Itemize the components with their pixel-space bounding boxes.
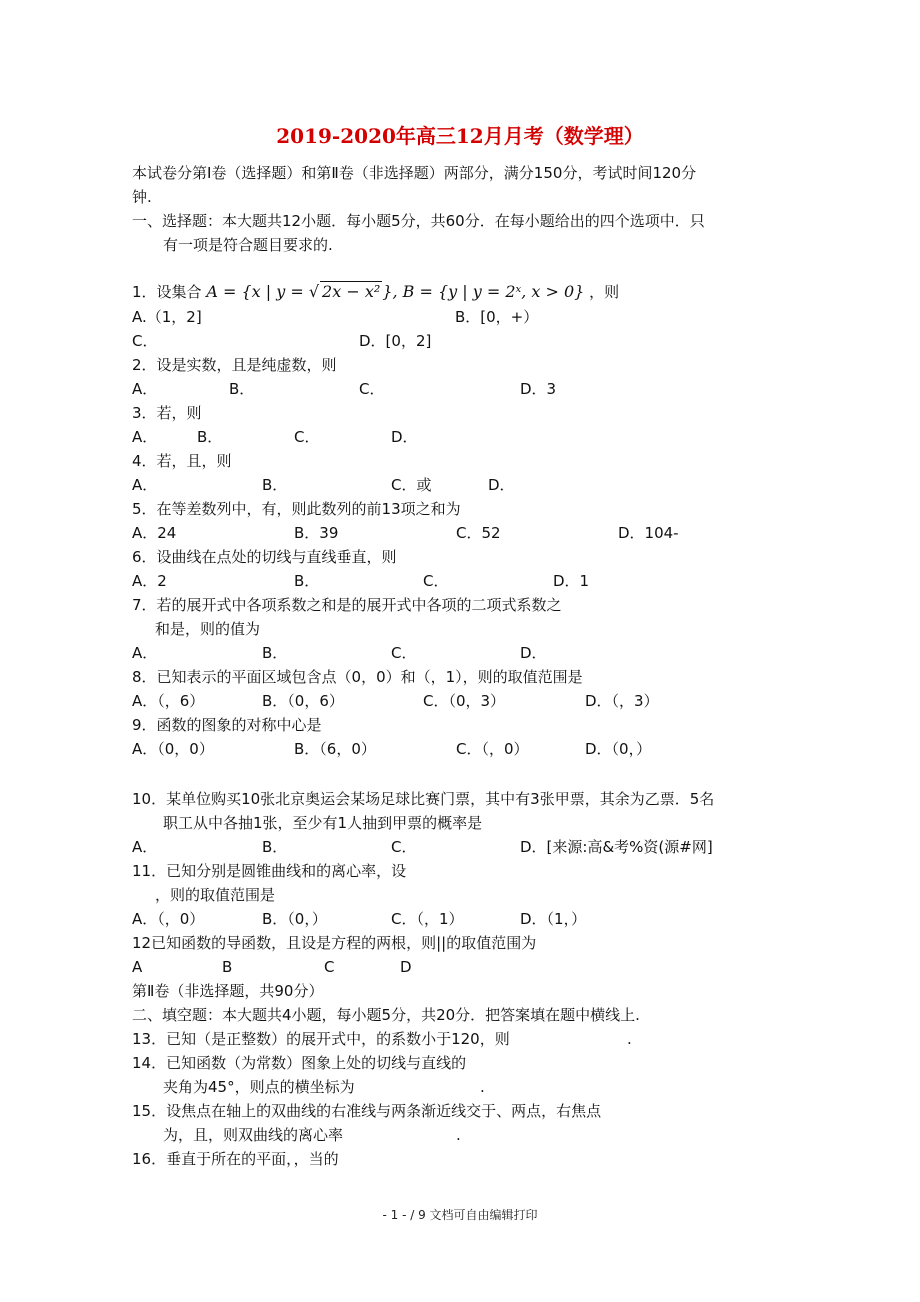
sqrt-symbol: √ bbox=[308, 282, 320, 301]
text-line: . bbox=[627, 1030, 632, 1048]
text-line: A.（1，2] bbox=[132, 308, 202, 326]
text-line: 3．若，则 bbox=[132, 404, 202, 422]
text-line: B．（0，） bbox=[262, 910, 327, 928]
text-line: B．（6，0） bbox=[294, 740, 376, 758]
text-line: 15．设焦点在轴上的双曲线的右准线与两条渐近线交于、两点，右焦点 bbox=[132, 1102, 602, 1120]
text-line: A bbox=[132, 958, 143, 976]
text-line: C．（0，3） bbox=[423, 692, 506, 710]
text-line: D．（1，） bbox=[520, 910, 587, 928]
set-b-formula: }, B = {y | y = 2ˣ, x > 0} bbox=[382, 282, 585, 301]
text-line: D bbox=[400, 958, 412, 976]
text-line: B． bbox=[262, 476, 288, 494]
text-line: B．[0，+） bbox=[455, 308, 539, 326]
text-line: 13．已知（是正整数）的展开式中，的系数小于120，则 bbox=[132, 1030, 510, 1048]
text-line: . bbox=[480, 1078, 485, 1096]
text-line: D．1 bbox=[553, 572, 590, 590]
text-line: A． bbox=[132, 380, 158, 398]
text-line: A． bbox=[132, 644, 158, 662]
text-line: C．（，0） bbox=[456, 740, 529, 758]
text-line: D．3 bbox=[520, 380, 557, 398]
page-footer: - 1 - / 9 文档可自由编辑打印 bbox=[382, 1208, 538, 1222]
text-line: B． bbox=[197, 428, 223, 446]
text-line: B． bbox=[229, 380, 255, 398]
text-line: 有一项是符合题目要求的. bbox=[163, 236, 333, 254]
text-line: 8．已知表示的平面区域包含点（0，0）和（，1），则的取值范围是 bbox=[132, 668, 583, 686]
text-line: A．2 bbox=[132, 572, 167, 590]
text-line: C．52 bbox=[456, 524, 501, 542]
text-line: C bbox=[324, 958, 335, 976]
text-line: 为，且，则双曲线的离心率 bbox=[163, 1126, 344, 1144]
text-line: C．或 bbox=[391, 476, 432, 494]
page-title: 2019-2020年高三12月月考（数学理） bbox=[276, 124, 644, 148]
text-line: C． bbox=[132, 332, 158, 350]
text-line: 夹角为45°，则点的横坐标为 bbox=[163, 1078, 355, 1096]
text-line: A．（0，0） bbox=[132, 740, 214, 758]
text-line: A． bbox=[132, 838, 158, 856]
question-1 bbox=[132, 281, 619, 302]
text-line: C． bbox=[391, 644, 417, 662]
text-line: C． bbox=[423, 572, 449, 590]
text-line: 2．设是实数，且是纯虚数，则 bbox=[132, 356, 337, 374]
text-line: B bbox=[222, 958, 233, 976]
text-line: B．（0，6） bbox=[262, 692, 344, 710]
text-line: C． bbox=[294, 428, 320, 446]
text-line: 钟. bbox=[132, 188, 152, 206]
question-1-label: 1．设集合 bbox=[132, 283, 202, 301]
radicand: 2x − x² bbox=[322, 282, 381, 301]
text-line: C．（，1） bbox=[391, 910, 464, 928]
text-line: A．24 bbox=[132, 524, 177, 542]
text-line: 4．若，且，则 bbox=[132, 452, 232, 470]
text-line: 16．垂直于所在的平面，，当的 bbox=[132, 1150, 339, 1168]
text-line: A． bbox=[132, 476, 158, 494]
text-line: 7．若的展开式中各项系数之和是的展开式中各项的二项式系数之 bbox=[132, 596, 562, 614]
text-line: 职工从中各抽1张，至少有1人抽到甲票的概率是 bbox=[163, 814, 483, 832]
text-line: D．104- bbox=[618, 524, 679, 542]
text-line: D．[来源:高&考%资(源#网] bbox=[520, 838, 713, 856]
text-line: B． bbox=[262, 838, 288, 856]
text-line: C． bbox=[359, 380, 385, 398]
text-line: 12已知函数的导函数，且设是方程的两根，则||的取值范围为 bbox=[132, 934, 537, 952]
text-line: 6．设曲线在点处的切线与直线垂直，则 bbox=[132, 548, 397, 566]
text-line: B． bbox=[262, 644, 288, 662]
text-line: B． bbox=[294, 572, 320, 590]
text-line: A． bbox=[132, 428, 158, 446]
text-line: 10．某单位购买10张北京奥运会某场足球比赛门票，其中有3张甲票，其余为乙票．5名 bbox=[132, 790, 715, 808]
text-line: C． bbox=[391, 838, 417, 856]
text-line: A．（，0） bbox=[132, 910, 205, 928]
text-line: 9．函数的图象的对称中心是 bbox=[132, 716, 322, 734]
text-line: 11．已知分别是圆锥曲线和的离心率，设 bbox=[132, 862, 407, 880]
set-a-formula: A = {x | y = bbox=[206, 282, 309, 301]
text-line: 一、选择题：本大题共12小题．每小题5分，共60分．在每小题给出的四个选项中．只 bbox=[132, 212, 705, 230]
text-line: 第Ⅱ卷（非选择题，共90分） bbox=[132, 982, 324, 1000]
text-line: ，则的取值范围是 bbox=[155, 886, 276, 904]
text-line: D．（，3） bbox=[585, 692, 659, 710]
text-line: 本试卷分第Ⅰ卷（选择题）和第Ⅱ卷（非选择题）两部分，满分150分，考试时间120分 bbox=[132, 164, 697, 182]
text-line: 5．在等差数列中，有，则此数列的前13项之和为 bbox=[132, 500, 461, 518]
text-line: B．39 bbox=[294, 524, 339, 542]
text-line: A．（，6） bbox=[132, 692, 205, 710]
question-1-suffix: ，则 bbox=[589, 283, 620, 301]
text-line: D．（0，） bbox=[585, 740, 652, 758]
text-line: D． bbox=[520, 644, 547, 662]
text-line: . bbox=[456, 1126, 461, 1144]
text-line: 二、填空题：本大题共4小题，每小题5分，共20分．把答案填在题中横线上. bbox=[132, 1006, 640, 1024]
text-line: 和是，则的值为 bbox=[155, 620, 261, 638]
text-line: D． bbox=[391, 428, 418, 446]
text-line: D． bbox=[488, 476, 515, 494]
text-line: D．[0，2] bbox=[359, 332, 432, 350]
text-line: 14．已知函数（为常数）图象上处的切线与直线的 bbox=[132, 1054, 467, 1072]
